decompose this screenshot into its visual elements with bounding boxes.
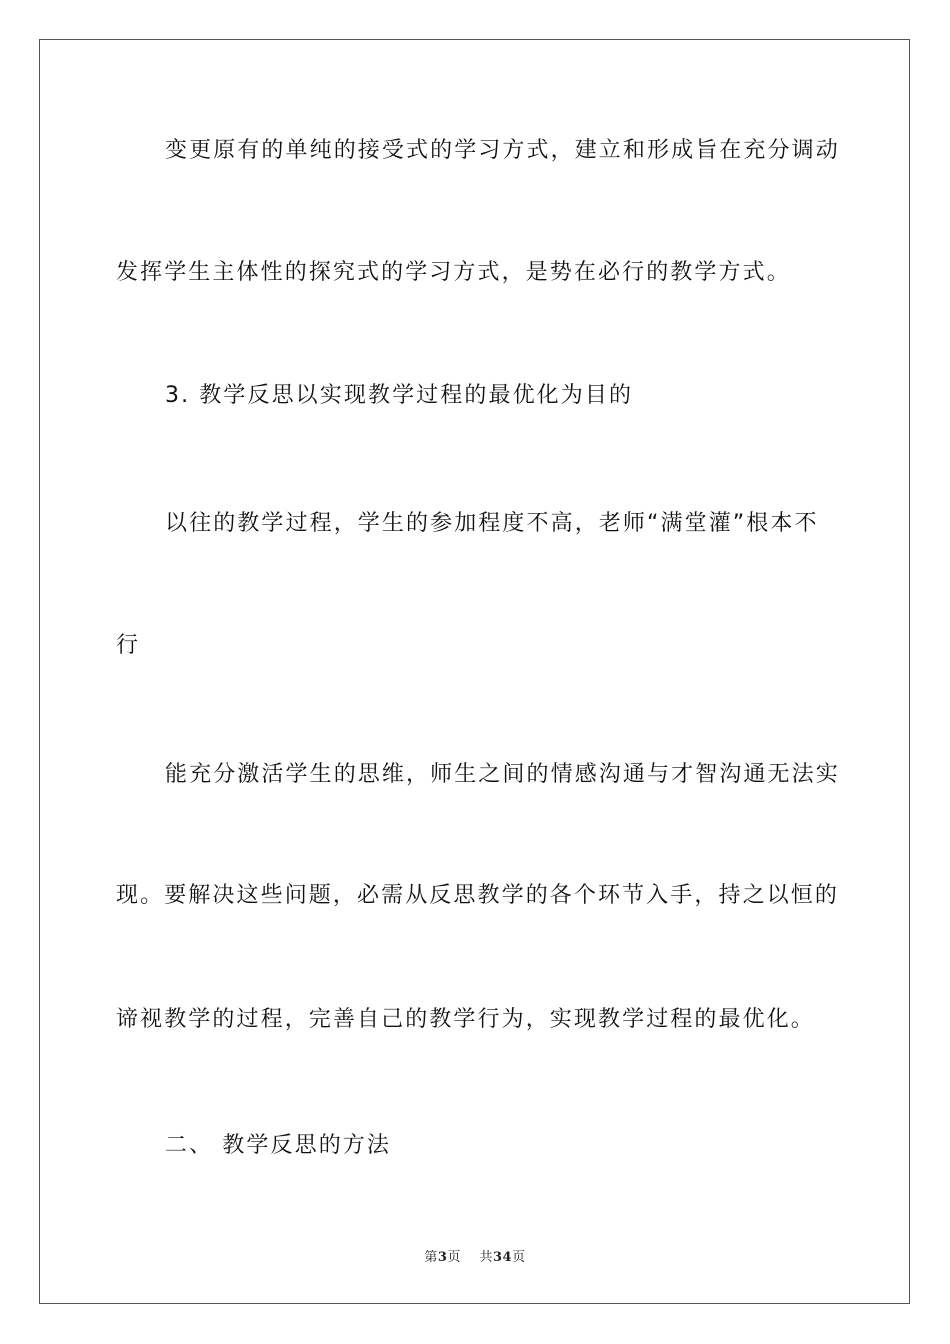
footer-page-number: 3: [437, 1250, 448, 1265]
body-line-4: 以往的教学过程，学生的参加程度不高，老师“满堂灌”根本不: [165, 511, 819, 536]
section-heading-methods: 二、 教学反思的方法: [165, 1133, 391, 1158]
page-footer: [0, 1246, 950, 1265]
footer-total-pages: 34: [493, 1250, 513, 1265]
footer-page-prefix: 第: [424, 1250, 438, 1265]
body-line-7: 现。要解决这些问题，必需从反思教学的各个环节入手，持之以恒的: [116, 883, 840, 908]
body-line-6: 能充分激活学生的思维，师生之间的情感沟通与才智沟通无法实: [165, 762, 840, 787]
body-line-5: 行: [116, 633, 141, 658]
footer-total-prefix: 共: [479, 1250, 493, 1265]
body-line-8: 谛视教学的过程，完善自己的教学行为，实现教学过程的最优化。: [116, 1007, 815, 1032]
section-heading-3: 3. 教学反思以实现教学过程的最优化为目的: [165, 383, 634, 408]
footer-page-suffix: 页: [447, 1250, 461, 1265]
page-border: [39, 39, 910, 1304]
footer-total-suffix: 页: [512, 1250, 526, 1265]
body-line-2: 发挥学生主体性的探究式的学习方式，是势在必行的教学方式。: [116, 260, 791, 285]
body-line-1: 变更原有的单纯的接受式的学习方式，建立和形成旨在充分调动: [165, 138, 840, 163]
